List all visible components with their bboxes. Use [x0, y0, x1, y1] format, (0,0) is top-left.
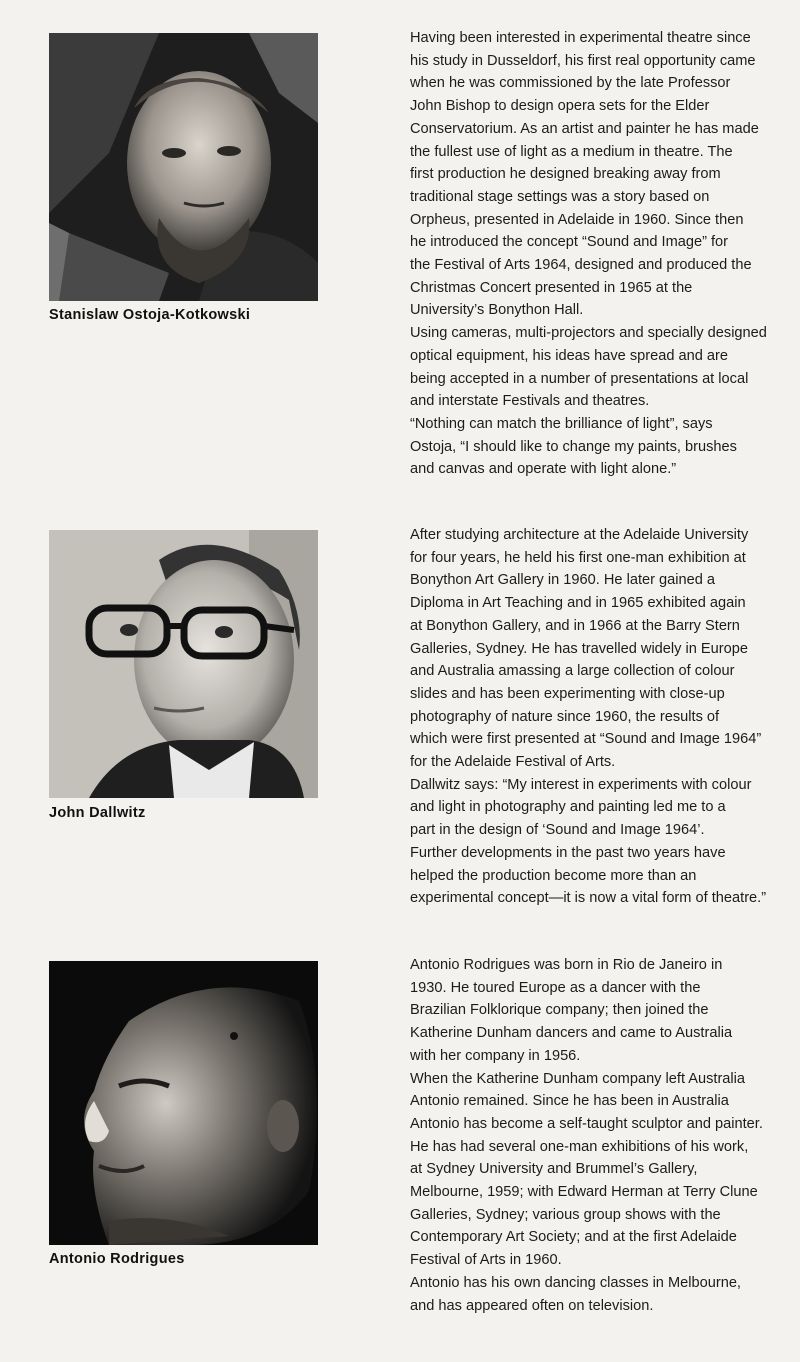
bio-line: Antonio has become a self-taught sculptor and painter. — [410, 1115, 763, 1132]
bio-line: helped the production become more than an — [410, 867, 697, 884]
bio-line: his study in Dusseldorf, his first real opportunity came — [410, 52, 756, 69]
person-name: Antonio Rodrigues — [49, 1251, 185, 1267]
bio-line: John Bishop to design opera sets for the Elder — [410, 98, 710, 115]
bio-line: Orpheus, presented in Adelaide in 1960. Since then — [410, 211, 744, 228]
bio-line: slides and has been experimenting with close-up — [410, 685, 725, 702]
portrait-photo — [49, 961, 318, 1245]
bio-line: and Australia amassing a large collection of colour — [410, 663, 735, 680]
bio-line: first production he designed breaking away from — [410, 166, 721, 183]
bio-line: Having been interested in experimental theatre since — [410, 30, 751, 46]
bio-line: University’s Bonython Hall. — [410, 302, 584, 319]
bio-line: experimental concept—it is now a vital form of theatre.” — [410, 890, 767, 907]
bio-line: he introduced the concept “Sound and Image” for — [410, 234, 729, 251]
bio-line: with her company in 1956. — [410, 1047, 581, 1064]
bio-line: optical equipment, his ideas have spread and are — [410, 347, 729, 364]
bio-line: and interstate Festivals and theatres. — [410, 393, 650, 410]
bio-line: at Bonython Gallery, and in 1966 at the Barry Stern — [410, 617, 740, 634]
bio-line: Diploma in Art Teaching and in 1965 exhibited again — [410, 595, 746, 612]
bio-line: when he was commissioned by the late Professor — [410, 75, 731, 92]
bio-line: for four years, he held his first one-man exhibition at — [410, 549, 746, 566]
biography-text — [410, 954, 796, 1317]
bio-line: and has appeared often on television. — [410, 1297, 654, 1314]
bio-line: being accepted in a number of presentations at local — [410, 370, 749, 387]
bio-line: for the Adelaide Festival of Arts. — [410, 754, 616, 771]
bio-line: When the Katherine Dunham company left Australia — [410, 1070, 746, 1087]
bio-line: Antonio remained. Since he has been in Australia — [410, 1093, 729, 1110]
bio-line: and light in photography and painting led me to a — [410, 799, 726, 816]
bio-line: Brazilian Folklorique company; then joined the — [410, 1002, 709, 1019]
bio-line: part in the design of ‘Sound and Image 1964’. — [410, 822, 705, 839]
portrait-man-profile-icon — [49, 961, 318, 1245]
bio-line: the fullest use of light as a medium in theatre. The — [410, 143, 733, 160]
bio-line: which were first presented at “Sound and Image 1964” — [410, 731, 762, 748]
bio-line: Ostoja, “I should like to change my paints, brushes — [410, 438, 737, 455]
bio-line: Melbourne, 1959; with Edward Herman at Terry Clune — [410, 1184, 758, 1201]
bio-line: traditional stage settings was a story based on — [410, 188, 710, 205]
person-name: John Dallwitz — [49, 805, 146, 821]
bio-line: Using cameras, multi-projectors and specially designed — [410, 325, 767, 342]
bio-line: and canvas and operate with light alone.” — [410, 461, 677, 478]
bio-line: Further developments in the past two years have — [410, 844, 726, 861]
bio-line: Galleries, Sydney; various group shows with the — [410, 1206, 721, 1223]
bio-line: Katherine Dunham dancers and came to Australia — [410, 1025, 733, 1042]
bio-line: Festival of Arts in 1960. — [410, 1252, 562, 1269]
bio-line: Contemporary Art Society; and at the first Adelaide — [410, 1229, 737, 1246]
bio-line: Dallwitz says: “My interest in experiments with colour — [410, 776, 752, 793]
bio-line: the Festival of Arts 1964, designed and produced the — [410, 257, 752, 274]
bio-line: Galleries, Sydney. He has travelled widely in Europe — [410, 640, 748, 657]
bio-line: He has had several one-man exhibitions of his work, — [410, 1138, 749, 1155]
bio-line: Antonio has his own dancing classes in Melbourne, — [410, 1274, 741, 1291]
bio-line: Christmas Concert presented in 1965 at the — [410, 279, 693, 296]
bio-line: 1930. He toured Europe as a dancer with the — [410, 979, 701, 996]
bio-line: Conservatorium. As an artist and painter he has made — [410, 120, 759, 137]
bio-line: Bonython Art Gallery in 1960. He later gained a — [410, 572, 716, 589]
bio-line: at Sydney University and Brummel’s Gallery, — [410, 1161, 698, 1178]
bio-line: Antonio Rodrigues was born in Rio de Janeiro in — [410, 957, 723, 973]
bio-line: “Nothing can match the brilliance of light”, says — [410, 415, 713, 432]
bio-line: photography of nature since 1960, the results of — [410, 708, 720, 725]
bio-line: After studying architecture at the Adelaide University — [410, 527, 749, 543]
person-name: Stanislaw Ostoja-Kotkowski — [49, 307, 251, 323]
